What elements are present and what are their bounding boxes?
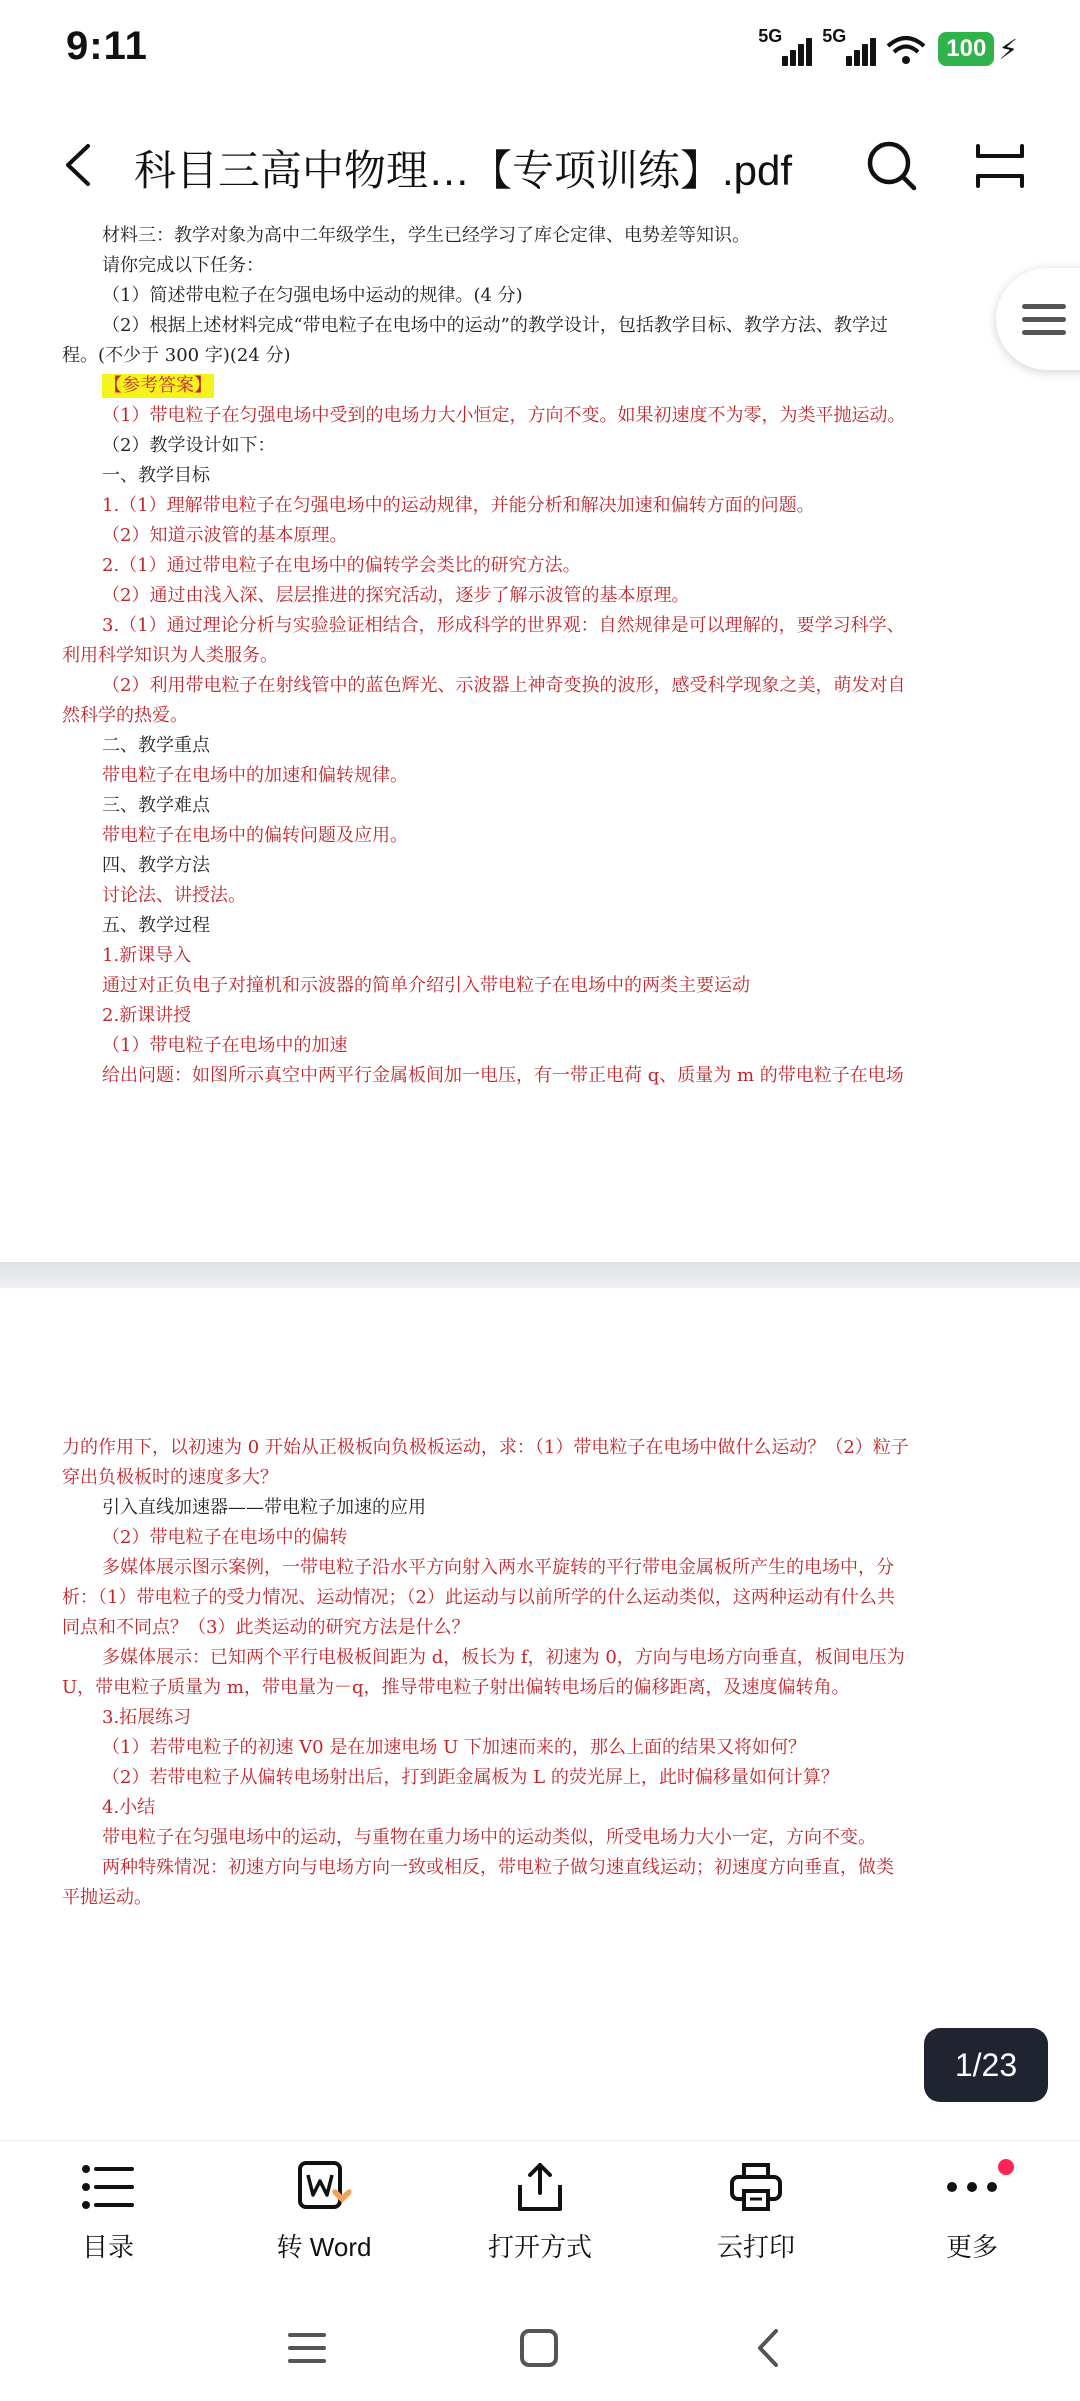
document-text-line: （2）根据上述材料完成“带电粒子在电场中的运动”的教学设计，包括教学目标、教学方法、教学过 [102,315,888,336]
document-text-line: （1）若带电粒子的初速 V0 是在加速电场 U 下加速而来的，那么上面的结果又将如何？ [102,1737,806,1758]
convert-word-button[interactable] [234,2161,414,2264]
battery-icon: 100 ⚡ [938,32,1018,66]
document-text-line: 力的作用下，以初速为 0 开始从正极板向负极板运动，求：（1）带电粒子在电场中做什么运动？（2）粒子 [62,1437,909,1458]
document-text-line: 2.（1）通过带电粒子在电场中的偏转学会类比的研究方法。 [102,555,581,576]
open-with-label: 打开方式 [487,2232,592,2262]
document-text-line: 然科学的热爱。 [62,705,188,726]
search-icon[interactable] [866,140,918,192]
recent-apps-icon[interactable] [282,2323,332,2373]
document-text-line: 通过对正负电子对撞机和示波器的简单介绍引入带电粒子在电场中的两类主要运动 [102,975,750,996]
wifi-icon [886,34,926,66]
document-text-line: （2）知道示波管的基本原理。 [102,525,348,546]
document-text-line: 多媒体展示图示案例，一带电粒子沿水平方向射入两水平旋转的平行带电金属板所产生的电场中，分 [102,1557,894,1578]
document-text-line: （2）教学设计如下： [102,435,276,456]
answer-tag: 【参考答案】 [104,375,212,396]
pdf-page-2[interactable] [0,1288,1080,2138]
document-text-line: （2）若带电粒子从偏转电场射出后，打到距金属板为 L 的荧光屏上，此时偏移量如何计算？ [102,1767,839,1788]
toc-button[interactable] [18,2161,198,2264]
document-title: 科目三高中物理…【专项训练】.pdf [134,147,793,194]
document-text-line: 两种特殊情况：初速方向与电场方向一致或相反，带电粒子做匀速直线运动；初速度方向垂直，做类 [102,1857,894,1878]
notification-dot [998,2159,1014,2175]
document-text-line: 同点和不同点？（3）此类运动的研究方法是什么？ [62,1617,470,1638]
cloud-print-label: 云打印 [716,2232,795,2262]
clock: 9:11 [66,24,148,68]
system-nav-bar [0,2295,1080,2401]
document-text-line: 4.小结 [102,1797,156,1818]
document-text-line: 多媒体展示：已知两个平行电极板间距为 d，板长为 f，初速为 0，方向与电场方向垂直，板间电压为 [102,1647,905,1668]
document-text-line: 一、教学目标 [102,465,210,486]
system-back-icon[interactable] [744,2323,794,2373]
document-text-line: 五、教学过程 [102,915,210,936]
more-button[interactable] [882,2161,1062,2264]
document-text-line: （1）简述带电粒子在匀强电场中运动的规律。(4 分) [102,285,523,306]
document-text-line: 给出问题：如图所示真空中两平行金属板间加一电压，有一带正电荷 q、质量为 m 的带电粒子在电场 [102,1065,904,1086]
document-text-line: 四、教学方法 [102,855,210,876]
document-text-line: 3.（1）通过理论分析与实验验证相结合，形成科学的世界观：自然规律是可以理解的，要学习科学、 [102,615,905,636]
document-text-line: 析：（1）带电粒子的受力情况、运动情况；（2）此运动与以前所学的什么运动类似，这两种运动有什么共 [62,1587,895,1608]
document-text-line: （1）带电粒子在匀强电场中受到的电场力大小恒定，方向不变。如果初速度不为零，为类平抛运动。 [102,405,906,426]
status-icons [758,28,1018,66]
document-text-line: 二、教学重点 [102,735,210,756]
document-text-line: （2）通过由浅入深、层层推进的探究活动，逐步了解示波管的基本原理。 [102,585,690,606]
document-text-line: 带电粒子在电场中的加速和偏转规律。 [102,765,408,786]
document-text-line: 引入直线加速器——带电粒子加速的应用 [102,1497,426,1518]
app-header [0,110,1080,220]
document-text-line: 利用科学知识为人类服务。 [62,645,278,666]
document-text-line: 材料三：教学对象为高中二年级学生，学生已经学习了库仑定律、电势差等知识。 [102,225,750,246]
document-text-line: 讨论法、讲授法。 [102,885,246,906]
page-counter: 1/23 [924,2028,1048,2102]
document-text-line: 三、教学难点 [102,795,210,816]
back-arrow-icon[interactable] [56,140,106,190]
document-text-line: 带电粒子在电场中的偏转问题及应用。 [102,825,408,846]
document-text-line: （1）带电粒子在电场中的加速 [102,1035,348,1056]
open-with-button[interactable] [450,2161,630,2264]
bottom-toolbar [0,2140,1080,2295]
document-text-line: 带电粒子在匀强电场中的运动，与重物在重力场中的运动类似，所受电场力大小一定，方向不变。 [102,1827,876,1848]
more-icon [944,2161,1000,2213]
home-icon[interactable] [514,2323,564,2373]
document-text-line: 程。(不少于 300 字)(24 分) [62,345,291,366]
share-icon [512,2161,568,2213]
document-text-line: 1.（1）理解带电粒子在匀强电场中的运动规律，并能分析和解决加速和偏转方面的问题。 [102,495,815,516]
document-text-line: （2）利用带电粒子在射线管中的蓝色辉光、示波器上神奇变换的波形，感受科学现象之美，萌发对自 [102,675,906,696]
signal-icon: 5G [822,28,874,66]
word-convert-icon [296,2161,352,2213]
document-text-line: U，带电粒子质量为 m，带电量为－q，推导带电粒子射出偏转电场后的偏移距离，及速度偏转角。 [62,1677,850,1698]
document-text-line: 请你完成以下任务： [102,255,264,276]
signal-icon: 5G [758,28,810,66]
reading-mode-icon[interactable] [974,142,1026,190]
pdf-page-1[interactable] [0,222,1080,1262]
menu-icon [1022,304,1066,343]
toc-label: 目录 [81,2232,134,2262]
convert-word-label: 转 Word [276,2232,372,2262]
document-text-line: 平抛运动。 [62,1887,152,1908]
document-text-line: （2）带电粒子在电场中的偏转 [102,1527,348,1548]
document-text-line: 1.新课导入 [102,945,192,966]
more-label: 更多 [945,2232,998,2262]
printer-icon [728,2161,784,2213]
list-icon [80,2161,136,2213]
status-bar [0,0,1080,100]
page-separator [0,1262,1080,1288]
document-text-line: 2.新课讲授 [102,1005,192,1026]
cloud-print-button[interactable] [666,2161,846,2264]
document-text-line: 3.拓展练习 [102,1707,192,1728]
document-text-line: 穿出负极板时的速度多大？ [62,1467,278,1488]
